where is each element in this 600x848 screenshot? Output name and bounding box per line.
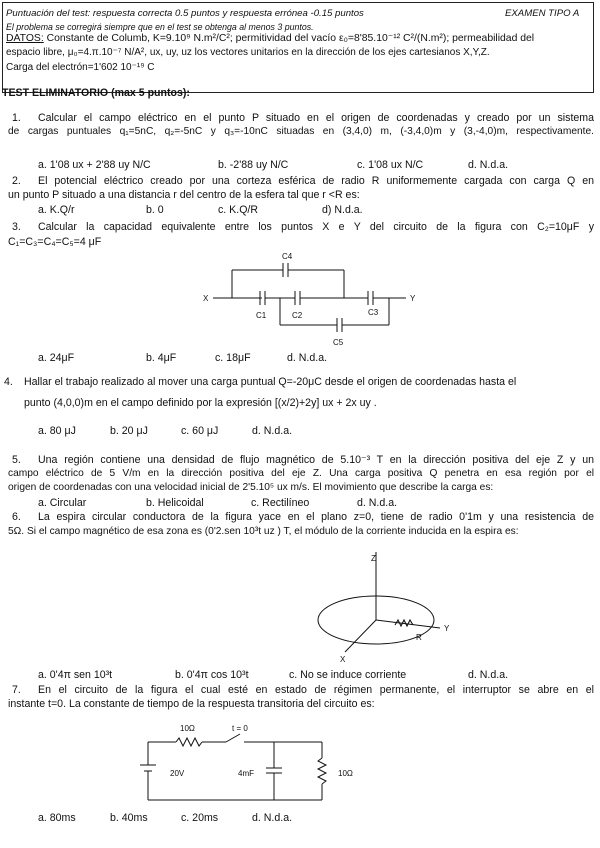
q6-label-y: Y (444, 624, 450, 633)
q3-label-c4: C4 (282, 252, 293, 261)
q4-option-a[interactable]: a. 80 μJ (38, 425, 76, 437)
q2-option-a[interactable]: a. K.Q/r (38, 204, 75, 216)
q3-label-x: X (203, 294, 209, 303)
q7-line-1: En el circuito de la figura el cual esté en estado de régimen permanente, el interruptor se abre en el (38, 684, 594, 696)
q1-option-a[interactable]: a. 1'08 ux + 2'88 uy N/C (38, 159, 151, 171)
q5-number: 5. (12, 454, 21, 466)
q7-label-r1: 10Ω (180, 724, 195, 733)
q5-line-2: campo eléctrico de 5 V/m en la dirección positiva del eje Z. Una carga positiva Q penetra en esa región por el (8, 468, 594, 479)
rule-text: El problema se corregirá siempre que en el test se obtenga al menos 3 puntos. (6, 22, 314, 32)
exam-type: EXAMEN TIPO A (505, 8, 580, 19)
data-line-2: espacio libre, μ₀=4.π.10⁻⁷ N/A², ux, uy, uz los vectores unitarios en la dirección de los ejes cartesianos X,Y,Z. (6, 47, 490, 58)
q3-line-1: Calcular la capacidad equivalente entre los puntos X e Y del circuito de la figura con C₂=10μF y (38, 221, 594, 233)
q7-label-v: 20V (170, 769, 185, 778)
q1-line-1: Calcular el campo eléctrico en el punto P situado en el origen de coordenadas y creado por un sistema (38, 112, 594, 124)
q2-line-1: El potencial eléctrico creado por una corteza esférica de radio R uniformemente cargada con carga Q en (38, 175, 594, 187)
q2-line-2: un punto P situado a una distancia r del centro de la esfera tal que r <R es: (8, 189, 360, 201)
q7-option-c[interactable]: c. 20ms (181, 812, 219, 824)
q7-label-cap: 4mF (238, 769, 254, 778)
q3-option-c[interactable]: c. 18μF (215, 352, 251, 364)
q1-option-b[interactable]: b. -2'88 uy N/C (218, 159, 289, 171)
q6-option-a[interactable]: a. 0'4π sen 10³t (38, 669, 113, 681)
q6-label-z: Z (371, 554, 376, 563)
q7-number: 7. (12, 684, 21, 696)
q2-option-d[interactable]: d) N.d.a. (322, 204, 363, 216)
q5-option-c[interactable]: c. Rectilíneo (251, 497, 310, 509)
q7-line-2: instante t=0. La constante de tiempo de la respuesta transitoria del circuito es: (8, 698, 375, 710)
q5-option-a[interactable]: a. Circular (38, 497, 87, 509)
q6-number: 6. (12, 511, 21, 523)
scoring-text: Puntuación del test: respuesta correcta 0.5 puntos y respuesta errónea -0.15 puntos (6, 8, 364, 19)
q3-label-c1: C1 (256, 311, 267, 320)
data-text-1: Constante de Columb, K=9.10⁹ N.m²/C²; permitividad del vacío ε₀=8'85.10⁻¹² C²/(N.m²); permeabilidad del (46, 33, 535, 44)
q2-number: 2. (12, 175, 21, 187)
q6-line-1: La espira circular conductora de la figura yace en el plano z=0, tiene de radio 0'1m y una resistencia de (38, 511, 594, 523)
q1-option-c[interactable]: c. 1'08 ux N/C (357, 159, 424, 171)
q7-label-switch: t = 0 (232, 724, 248, 733)
q1-option-d[interactable]: d. N.d.a. (468, 159, 509, 171)
q5-option-d[interactable]: d. N.d.a. (357, 497, 398, 509)
q7-option-b[interactable]: b. 40ms (110, 812, 148, 824)
q6-line-2: 5Ω. Si el campo magnético de esa zona es (0'2.sen 10³t uz ) T, el módulo de la corriente inducida en la espira es: (8, 526, 519, 537)
q6-label-x: X (340, 655, 346, 664)
q5-line-3: origen de coordenadas con una velocidad inicial de 2'5.10⁵ ux m/s. El movimiento que describe la carga es: (8, 482, 494, 493)
q4-line-2: punto (4,0,0)m en el campo definido por la expresión [(x/2)+2y] ux + 2x uy . (24, 397, 377, 409)
q3-label-c3: C3 (368, 308, 379, 317)
q3-label-y: Y (410, 294, 416, 303)
q3-number: 3. (12, 221, 21, 233)
q4-option-d[interactable]: d. N.d.a. (252, 425, 293, 437)
data-label: DATOS: (6, 33, 44, 44)
q7-option-a[interactable]: a. 80ms (38, 812, 76, 824)
q5-line-1: Una región contiene una densidad de flujo magnético de 5.10⁻³ T en la dirección positiva del eje Z y un (38, 454, 594, 466)
q2-option-c[interactable]: c. K.Q/R (218, 204, 259, 216)
q5-option-b[interactable]: b. Helicoidal (146, 497, 204, 509)
q7-option-d[interactable]: d. N.d.a. (252, 812, 293, 824)
q4-option-c[interactable]: c. 60 μJ (181, 425, 219, 437)
q4-line-1: Hallar el trabajo realizado al mover una carga puntual Q=-20μC desde el origen de coordenadas hasta el (24, 376, 517, 388)
data-line-3: Carga del electrón=1'602 10⁻¹⁹ C (6, 62, 155, 73)
q3-option-a[interactable]: a. 24μF (38, 352, 75, 364)
q7-label-r2: 10Ω (338, 769, 353, 778)
q4-option-b[interactable]: b. 20 μJ (110, 425, 148, 437)
section-title: TEST ELIMINATORIO (max 5 puntos): (2, 87, 190, 99)
q1-line-2: de cargas puntuales q₁=5nC, q₂=-5nC y q₃=-10nC situadas en (3,4,0) m, (-3,4,0)m y (3,-4,0)m, respectivamente. (8, 126, 594, 137)
q6-option-d[interactable]: d. N.d.a. (468, 669, 509, 681)
q3-line-2: C₁=C₃=C₄=C₅=4 μF (8, 236, 102, 248)
q3-option-d[interactable]: d. N.d.a. (287, 352, 328, 364)
q3-label-c2: C2 (292, 311, 303, 320)
q2-option-b[interactable]: b. 0 (146, 204, 164, 216)
q6-option-b[interactable]: b. 0'4π cos 10³t (175, 669, 249, 681)
q6-label-r: R (416, 633, 422, 642)
q6-option-c[interactable]: c. No se induce corriente (289, 669, 407, 681)
q3-label-c5: C5 (333, 338, 344, 347)
q3-option-b[interactable]: b. 4μF (146, 352, 177, 364)
q1-number: 1. (12, 112, 21, 124)
q4-number: 4. (4, 376, 13, 388)
